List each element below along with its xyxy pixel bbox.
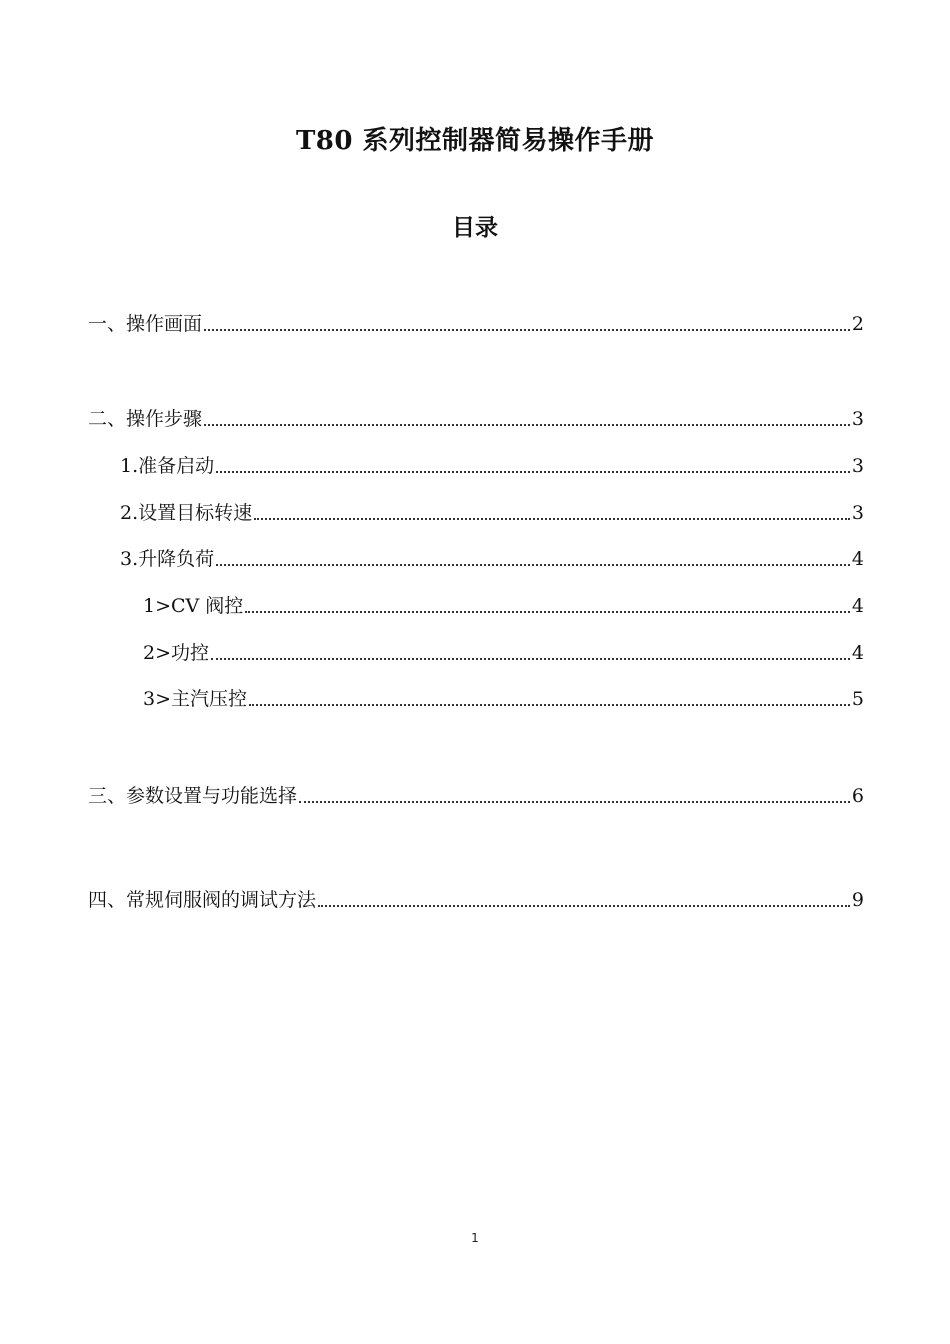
toc-leader-dots: [245, 611, 850, 613]
toc-entry[interactable]: [120, 500, 864, 526]
toc-entry-label: 2.设置目标转速: [120, 502, 253, 524]
toc-leader-dots: [216, 564, 850, 566]
toc-entry-label: 3.升降负荷: [120, 548, 215, 570]
toc-entry[interactable]: [143, 640, 864, 666]
toc-heading: 目录: [452, 215, 498, 241]
toc-entry-page: 4: [851, 595, 864, 617]
toc-entry-label: 二、操作步骤: [88, 408, 203, 430]
toc-entry-page: 3: [851, 408, 864, 430]
page-number: 1: [471, 1231, 479, 1245]
toc-entry[interactable]: [88, 406, 864, 432]
toc-entry[interactable]: [120, 546, 864, 572]
toc-entry-page: 2: [851, 313, 864, 335]
toc-entry-label: 1>CV 阀控: [143, 595, 244, 617]
toc-entry-page: 6: [851, 785, 864, 807]
document-title: T80 系列控制器简易操作手册: [295, 126, 655, 156]
toc-entry-label: 1.准备启动: [120, 455, 215, 477]
toc-entry-page: 3: [851, 502, 864, 524]
toc-leader-dots: [249, 704, 850, 706]
toc-entry-label: 2>功控: [143, 642, 210, 664]
toc-entry[interactable]: [88, 783, 864, 809]
toc-entry-page: 9: [851, 889, 864, 911]
toc-leader-dots: [299, 801, 850, 803]
toc-entry-label: 四、常规伺服阀的调试方法: [88, 889, 317, 911]
toc-entry-page: 4: [851, 642, 864, 664]
toc-leader-dots: [216, 471, 850, 473]
toc-entry[interactable]: [88, 887, 864, 913]
toc-leader-dots: [204, 329, 850, 331]
toc-entry[interactable]: [143, 686, 864, 712]
toc-entry[interactable]: [143, 593, 864, 619]
toc-leader-dots: [254, 518, 850, 520]
toc-entry-page: 3: [851, 455, 864, 477]
toc-entry-label: 三、参数设置与功能选择: [88, 785, 298, 807]
toc-entry-page: 4: [851, 548, 864, 570]
toc-leader-dots: [318, 905, 850, 907]
toc-entry[interactable]: [120, 453, 864, 479]
toc-entry-page: 5: [851, 688, 864, 710]
toc-entry-label: 一、操作画面: [88, 313, 203, 335]
toc-entry[interactable]: [88, 311, 864, 337]
toc-leader-dots: [204, 424, 850, 426]
toc-entry-label: 3>主汽压控: [143, 688, 248, 710]
toc-leader-dots: [211, 658, 850, 660]
